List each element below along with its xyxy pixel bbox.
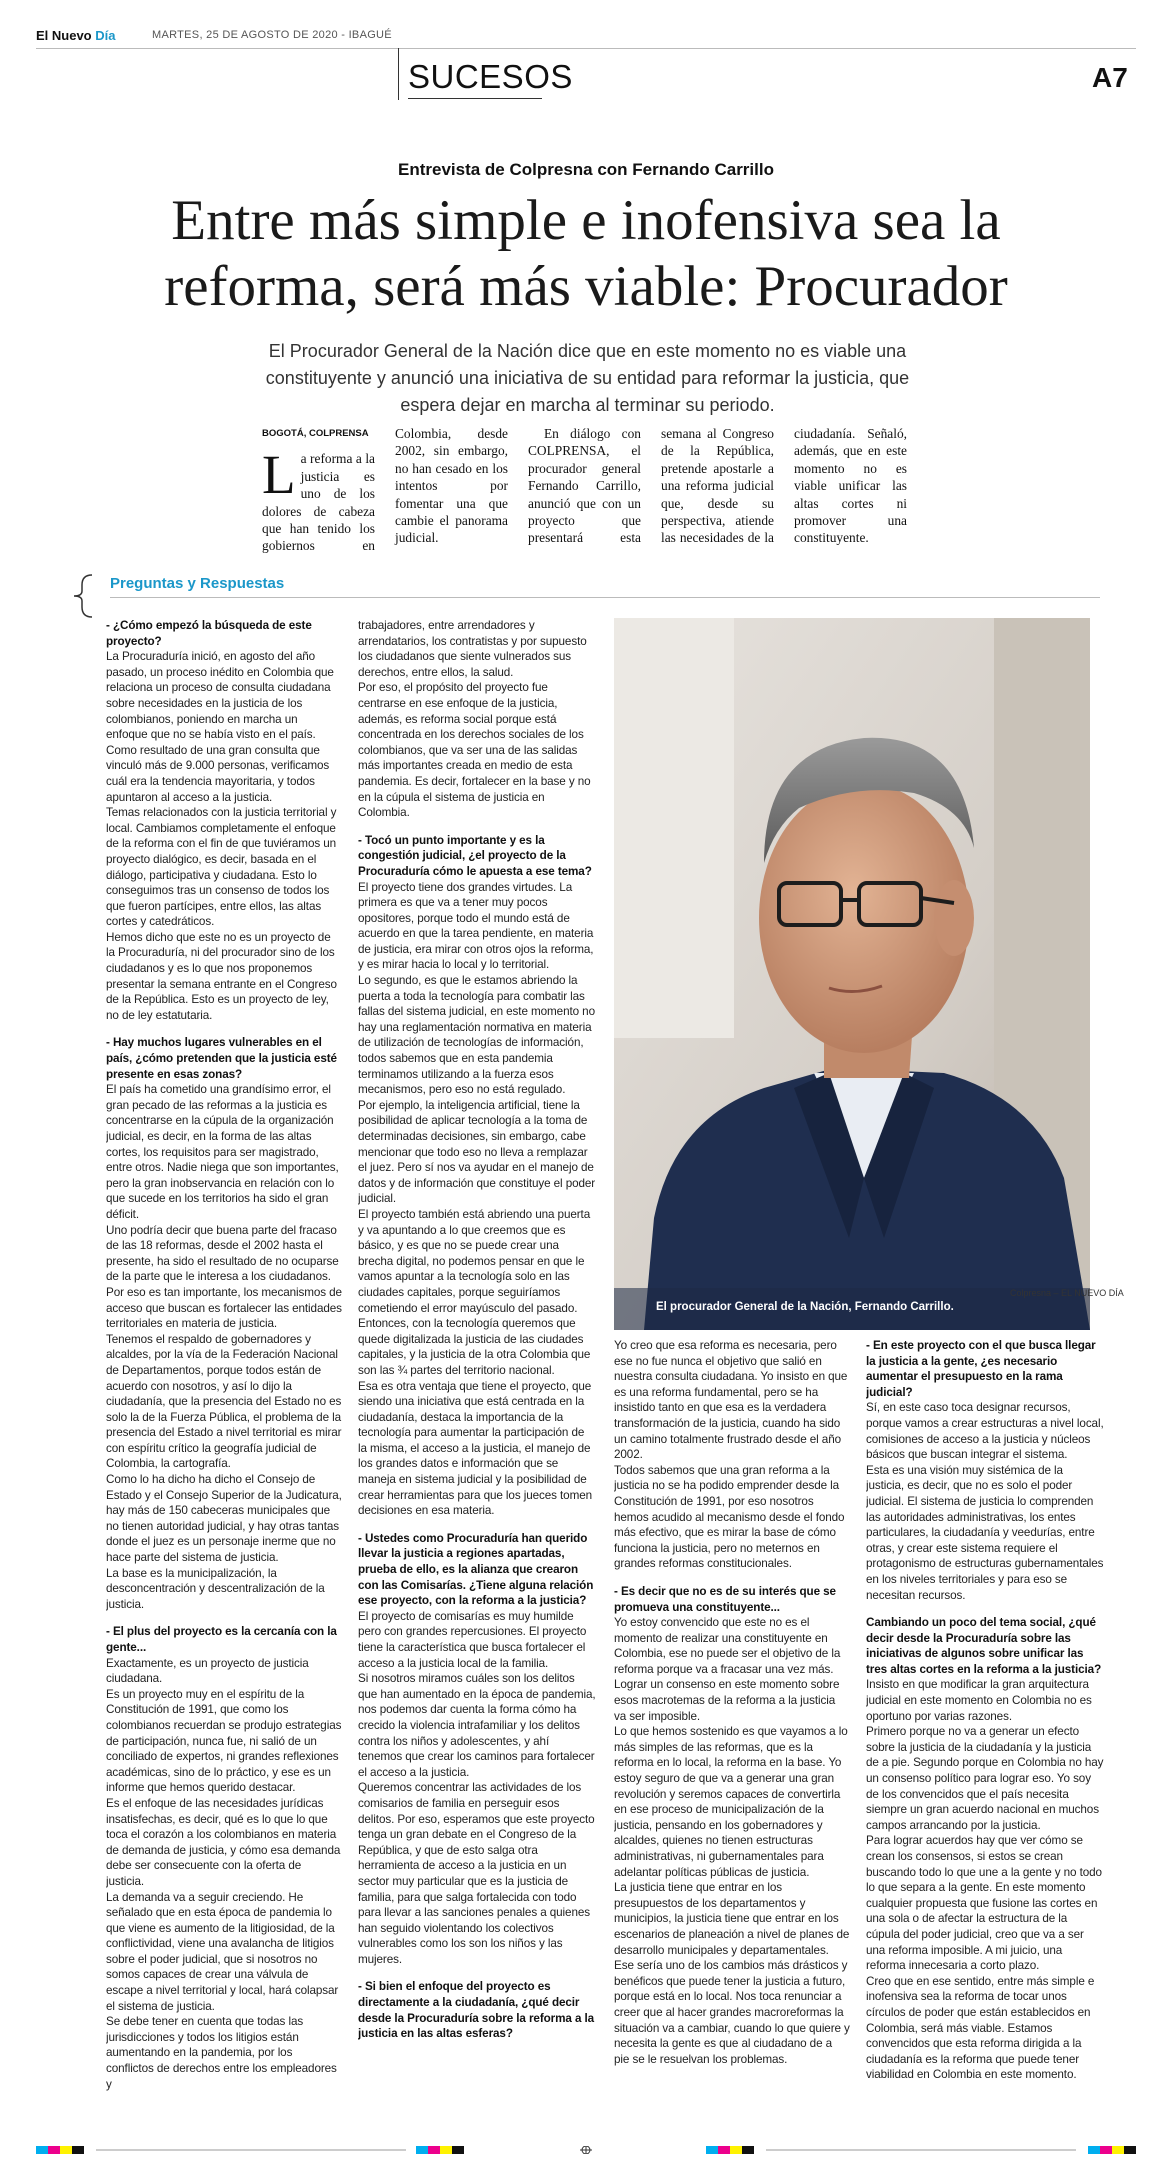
qa-answer-paragraph: El proyecto también está abriendo una puerta y va apuntando a lo que creemos que es básico, y es que no se puede crear una brecha digital, no podemos pensar en que le vamos apuntar a la tecnología solo en las ciudades capitales, porque seguiríamos cometiendo el error mayúsculo del pasado. [358, 1207, 591, 1315]
qa-column-1 [106, 618, 342, 2133]
logo-text: El Nuevo [36, 28, 92, 43]
qa-column-4 [866, 1338, 1104, 2138]
qa-answer-paragraph: Sí, en este caso toca designar recursos, porque vamos a crear estructuras a nivel local, comisiones de acceso a la justicia y núcleos básicos que buscan integrar el sistema. [866, 1401, 1104, 1462]
qa-answer-paragraph: La demanda va a seguir creciendo. He señalado que en esta época de pandemia lo que viene es aumento de la litigiosidad, de la conflictividad, viene una avalancha de litigios sobre el poder judicial, que si nosotros no somos capaces de crear una válvula de escape a nivel territorial y local, hará colapsar el sistema de justicia. [106, 1890, 339, 2013]
photo-credit: Colpresna – EL NUEVO DÍA [1010, 1288, 1124, 1298]
qa-answer-paragraph: Esta es una visión muy sistémica de la justicia, es decir, que no es solo el poder judicial. El sistema de justicia lo comprenden las autoridades administrativas, los entes particulares, la ciudadanía y veedurías, entre otras, y crear este sistema requiere el protagonismo de estructuras gubernamentales en los niveles territoriales y para eso se necesitan recursos. [866, 1463, 1104, 1602]
qa-answer-paragraph: Por ejemplo, la inteligencia artificial, tiene la posibilidad de aplicar tecnología a la toma de determinadas decisiones, sin embargo, cabe mencionar que todo eso no lleva a remplazar el juez. Pero sí nos va ayudar en el manejo de datos y de información que constituye el poder judicial. [358, 1098, 596, 1206]
qa-answer-paragraph: Esa es otra ventaja que tiene el proyecto, que siendo una iniciativa que está centrada en la ciudadanía, destaca la importancia de la tecnología para aumentar la participación de la misma, el acceso a la justicia, el manejo de los grandes datos e información que se maneja en sistema judicial y la posibilidad de crear herramientas para que los jueces tomen decisiones en esa materia. [358, 1379, 593, 1518]
page-number: A7 [1092, 62, 1128, 93]
drop-cap: L [262, 444, 296, 506]
photo-fernando-carrillo [614, 618, 1090, 1330]
photo-caption: El procurador General de la Nación, Fernando Carrillo. [656, 1301, 954, 1313]
intro-paragraph-2: En diálogo con COLPRENSA, el procurador general Fernando Carrillo, anunció que con un proyecto que presentará esta semana al Congreso de la República, pretende apostarle a una reforma judicial que, desde su perspectiva, atiende las necesidades de la ciudadanía. Señaló, además, que en este momento no es viable unificar las altas cortes ni promover una constituyente. [528, 426, 907, 546]
qa-answer-paragraph: La justicia tiene que entrar en los presupuestos de los departamentos y municipios, la justicia tiene que entrar en los escenarios de planeación a nivel de planes de desarrollo municipales y departamentales. [614, 1881, 850, 1957]
qa-answer-paragraph: Ese sería uno de los cambios más drásticos y benéficos que puede tener la justicia a futuro, porque está en lo local. Nos toca renunciar a creer que al hacer grandes macroreformas la situación va a cambiar, cuando lo que quiere y necesita la gente es que al ciudadano de a pie se le resuelvan los problemas. [614, 1959, 850, 2066]
qa-answer-paragraph: Tenemos el respaldo de gobernadores y alcaldes, por la vía de la Federación Nacional de Departamentos, porque todos están de acuerdo con nosotros, y así lo dijo la ciudadanía, que la presencia del Estado no es solo la de la Fuerza Pública, el problema de la presencia del Estado a nivel territorial es mirar con espíritu crítico la geografía judicial de Colombia, la cartografía. [106, 1332, 342, 1471]
headline-line-2: reforma, será más viable: Procurador [164, 255, 1008, 318]
article-headline [40, 188, 1132, 320]
qa-answer-paragraph: Exactamente, es un proyecto de justicia ciudadana. [106, 1656, 309, 1686]
qa-answer-paragraph: Yo creo que esa reforma es necesaria, pero ese no fue nunca el objetivo que salió en nuestra consulta ciudadana. Yo insisto en que es una reforma fundamental, pero se ha insistido tanto en que esa es la verdadera transformación de la justicia, cuando ha sido un camino totalmente frustrado desde el año 2002. [614, 1339, 848, 1462]
portrait-image [614, 618, 1090, 1330]
section-underline [408, 98, 542, 99]
masthead [36, 28, 1136, 48]
qa-answer-paragraph: Lo que hemos sostenido es que vayamos a lo más simples de las reformas, que es la reforma en lo local, la reforma en la base. Yo estoy seguro de que va a generar una gran revolución y seremos capaces de convertirla en ese proceso de municipalización de la justicia, pensando en los gobernadores y alcaldes, quienes no tienen estructuras administrativas, ni gubernamentales para adelantar políticas públicas de justicia. [614, 1725, 848, 1879]
qa-question: - Hay muchos lugares vulnerables en el país, ¿cómo pretenden que la justicia esté presente en esas zonas? [106, 1036, 337, 1081]
header-divider [36, 48, 1136, 49]
qa-question: Cambiando un poco del tema social, ¿qué decir desde la Procuraduría sobre las iniciativas de algunos sobre unificar las tres altas cortes en la reforma a la justicia? [866, 1616, 1102, 1676]
section-title [408, 58, 573, 99]
intro-paragraph-1: a reforma a la justicia es uno de los dolores de cabeza que han tenido los gobiernos en Colombia, desde 2002, sin embargo, no han cesado en los intentos por fomentar una que cambie el panorama judicial. [262, 426, 508, 554]
qa-column-2 [358, 618, 596, 2133]
qa-answer-paragraph: Es el enfoque de las necesidades jurídicas insatisfechas, es decir, qué es lo que lo que toca el corazón a los colombianos en materia de demanda de justicia, y cómo esa demanda debe ser consecuente con la oferta de justicia. [106, 1796, 341, 1888]
dateline: MARTES, 25 DE AGOSTO DE 2020 - IBAGUÉ [152, 29, 392, 41]
qa-divider [110, 597, 1100, 598]
qa-answer-paragraph: Por eso, el propósito del proyecto fue centrarse en ese enfoque de la justicia, además, es reforma social porque está concentrada en los derechos sociales de los colombianos, que va ser una de las salidas más importantes creada en medio de esta pandemia. Es decir, fortalecer en la base y no en la cúpula el sistema de justicia en Colombia. [358, 681, 591, 820]
qa-answer-paragraph: Uno podría decir que buena parte del fracaso de las 18 reformas, desde el 2002 hasta el presente, ha sido el resultado de no ocuparse de la parte que le interesa a los ciudadanos. Por eso es tan importante, los mecanismos de acceso que buscan es fortalecer las entidades territoriales en materia de justicia. [106, 1223, 342, 1331]
qa-answer-paragraph: La base es la municipalización, la desconcentración y descentralización de la justicia. [106, 1566, 325, 1611]
qa-question: - Si bien el enfoque del proyecto es directamente a la ciudadanía, ¿qué decir desde la Procuraduría sobre la reforma a la justicia en las altas esferas? [358, 1980, 595, 2041]
qa-question: - Ustedes como Procuraduría han querido llevar la justicia a regiones apartadas, prueba de ello, es la alianza que crearon con las Comisarías. ¿Tiene alguna relación ese proyecto, con la reforma a la justicia? [358, 1531, 594, 1608]
qa-answer-paragraph: El país ha cometido una grandísimo error, el gran pecado de las reformas a la justicia es concentrarse en la cúpula de la organización judicial, es decir, en la forma de las altas cortes, los requisitos para ser magistrado, entre otros. Nadie niega que son importantes, pero la gran inobservancia en relación con lo que sucede en los territorios ha sido el gran déficit. [106, 1083, 339, 1221]
qa-answer-paragraph: El proyecto tiene dos grandes virtudes. La primera es que va a tener muy pocos opositores, porque todo el mundo está de acuerdo en que la tarea pendiente, en materia de justicia, era mirar con otros ojos la reforma, y es mirar hacia lo local y lo territorial. [358, 880, 594, 972]
section-divider [398, 48, 399, 100]
qa-answer-paragraph: Si nosotros miramos cuáles son los delitos que han aumentado en la época de pandemia, nos podemos dar cuenta la forma cómo ha crecido la violencia intrafamiliar y los delitos contra los niños y adolescentes, y ahí tenemos que crear los caminos para fortalecer el acceso a la justicia. [358, 1672, 596, 1779]
article-kicker: Entrevista de Colpresna con Fernando Carrillo [398, 160, 774, 179]
qa-answer-paragraph: Yo estoy convencido que este no es el momento de realizar una constituyente en Colombia, ese no puede ser el objetivo de la reforma porque va a fracasar una vez más. Lograr un consenso en este momento sobre esos macrotemas de la reforma a la justicia va ser imposible. [614, 1616, 841, 1723]
qa-answer-paragraph: Queremos concentrar las actividades de los comisarios de familia en perseguir esos delitos. Por eso, esperamos que este proyecto tenga un gran debate en el Congreso de la República, y que de esto salga otra herramienta de acceso a la justicia en un sector muy particular que es la justicia de familia, para que salga fortalecida con todo para llevar a las sanciones penales a quienes han seguido violentando los colectivos vulnerables como los son los niños y las mujeres. [358, 1781, 595, 1966]
section-label: SUCESOS [408, 58, 573, 95]
qa-question: - El plus del proyecto es la cercanía con la gente... [106, 1625, 337, 1654]
qa-answer-paragraph: Es un proyecto muy en el espíritu de la Constitución de 1991, que como los colombianos recuerdan se produjo estrategias de participación, nunca fue, ni salió de un conciliado de expertos, ni grandes reflexiones académicas, sino de lo práctico, y ese es un informe que hemos querido destacar. [106, 1687, 342, 1795]
qa-answer-paragraph: Todos sabemos que una gran reforma a la justicia no se ha podido emprender desde la Constitución de 1991, por eso nosotros hemos acudido al mecanismo desde el fondo más efectivo, que es mirar la base de cómo funciona la justicia, pero no meternos en grandes reformas constitucionales. [614, 1463, 845, 1571]
qa-answer-paragraph: Entonces, con la tecnología queremos que quede digitalizada la justicia de las ciudades capitales, y la justicia de la otra Colombia que son las ¾ partes del territorio nacional. [358, 1317, 591, 1377]
logo[interactable] [36, 28, 115, 43]
article-intro [262, 425, 907, 577]
qa-column-3 [614, 1338, 850, 2138]
brace-icon [62, 573, 98, 619]
qa-answer-paragraph: Lo segundo, es que le estamos abriendo la puerta a toda la tecnología para combatir las fallas del sistema judicial, en este momento no hay una reglamentación normativa en materia de utilización de tecnologías de información, todos sabemos que en esta pandemia terminamos utilizando a la fuerza esos mecanismos, pero eso no está regulado. [358, 974, 595, 1097]
qa-answer-paragraph: Primero porque no va a generar un efecto sobre la justicia de la ciudadanía y la justicia de a pie. Segundo porque en Colombia no hay un consenso político para lograr eso. Yo soy de los convencidos que el país necesita siempre un gran acuerdo nacional en muchos campos arrancando por la justicia. [866, 1725, 1104, 1832]
qa-question: - ¿Cómo empezó la búsqueda de este proyecto? [106, 619, 312, 648]
logo-text-accent: Día [95, 28, 116, 43]
qa-section-label: Preguntas y Respuestas [110, 575, 285, 592]
byline: BOGOTÁ, COLPRENSA [262, 428, 369, 439]
qa-answer-paragraph: Insisto en que modificar la gran arquitectura judicial en este momento en Colombia no es oportuno por varias razones. [866, 1678, 1092, 1723]
qa-answer-paragraph: Temas relacionados con la justicia territorial y local. Cambiamos completamente el enfoque de la reforma con el fin de que tuviéramos un proyecto dialógico, es decir, basada en el diálogo, participativa y ciudadana. Esto lo conseguimos tras un consenso de todos los que fueron partícipes, entre ellos, las altas cortes y catedráticos. [106, 806, 337, 929]
qa-answer-paragraph: trabajadores, entre arrendadores y arrendatarios, los contratistas y por supuesto los ciudadanos que siente vulnerados sus derechos, entre ellos, la salud. [358, 619, 587, 679]
qa-answer-paragraph: Hemos dicho que este no es un proyecto de la Procuraduría, ni del procurador sino de los ciudadanos y es lo que nos proponemos presentar la semana entrante en el Congreso de la República. Esto es un proyecto de ley, no de ley estatutaria. [106, 930, 337, 1022]
qa-answer-paragraph: Como lo ha dicho ha dicho el Consejo de Estado y el Consejo Superior de la Judicatura, hay más de 150 cabeceras municipales que no tienen autoridad judicial, y hay otras tantas donde el juez es un personaje inerme que no hace parte del sistema de justicia. [106, 1473, 342, 1565]
qa-answer-paragraph: La Procuraduría inició, en agosto del año pasado, un proceso inédito en Colombia que relaciona un proceso de consulta ciudadana sobre necesidades en la justicia de los colombianos, poniendo en marcha un enfoque que no se había visto en el país. Como resultado de una gran consulta que vinculó más de 9.000 personas, verificamos cuál era la tendencia mayoritaria, y todos apuntaron al acceso a la justicia. [106, 650, 334, 804]
qa-question: - Es decir que no es de su interés que se promueva una constituyente... [614, 1584, 836, 1614]
print-color-bar [36, 2146, 1136, 2154]
qa-answer-paragraph: Para lograr acuerdos hay que ver cómo se crean los consensos, si estos se crean buscando todo lo que une a la gente y no todo lo que separa a la gente. En este momento cualquier propuesta que fusione las cortes en una sola o de afectar la estructura de la cúpula del poder judicial, creo que va a ser una reforma imposible. A mi juicio, una reforma innecesaria a corto plazo. [866, 1834, 1102, 1973]
qa-answer-paragraph: El proyecto de comisarías es muy humilde pero con grandes repercusiones. El proyecto tiene la característica que busca fortalecer el acceso a la justicia local de la familia. [358, 1609, 587, 1670]
qa-answer-paragraph: Se debe tener en cuenta que todas las jurisdicciones y todos los litigios están aumentando en la pandemia, por los conflictos de derechos entre los empleadores y [106, 2015, 337, 2091]
headline-line-1: Entre más simple e inofensiva sea la [171, 189, 1001, 252]
article-deck: El Procurador General de la Nación dice que en este momento no es viable una constituyente y anunció una iniciativa de su entidad para reformar la justicia, que espera dejar en marcha al terminar su periodo. [265, 341, 910, 415]
qa-question: - En este proyecto con el que busca llegar la justicia a la gente, ¿es necesario aumentar el presupuesto en la rama judicial? [866, 1339, 1096, 1399]
qa-question: - Tocó un punto importante y es la congestión judicial, ¿el proyecto de la Procuraduría cómo le apuesta a ese tema? [358, 833, 592, 878]
qa-answer-paragraph: Creo que en ese sentido, entre más simple e inofensiva sea la reforma de tocar unos círculos de poder que están establecidos en Colombia, será más viable. Estamos convencidos que esta reforma dirigida a la ciudadanía es la reforma que puede tener viabilidad en Colombia en este momento. [866, 1974, 1095, 2082]
